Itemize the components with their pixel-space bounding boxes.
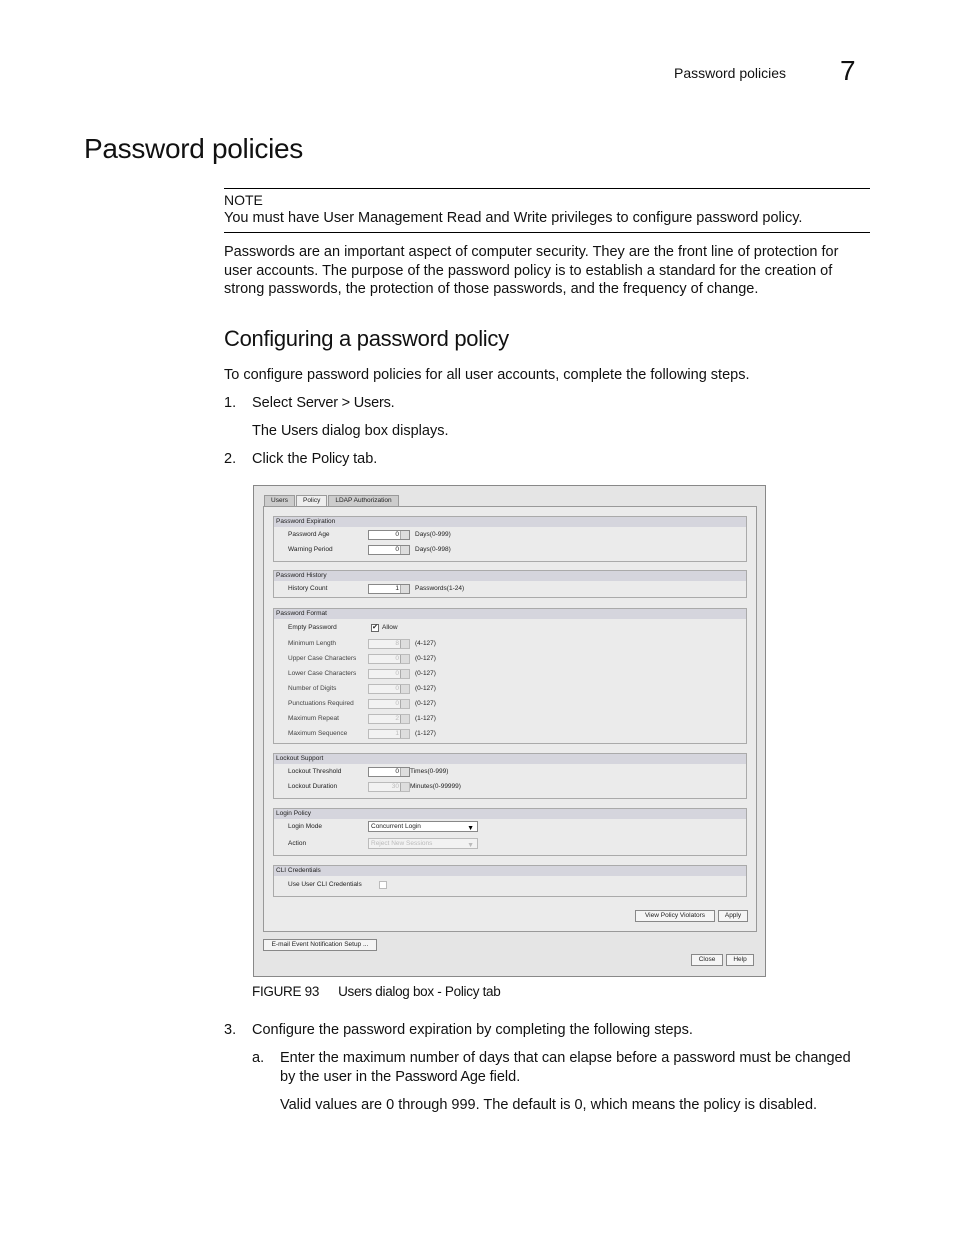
note-divider-bottom xyxy=(224,232,870,233)
warning-period-label: Warning Period xyxy=(288,546,333,553)
minimum-length-spinner[interactable]: 8 xyxy=(368,639,410,649)
page-title: Password policies xyxy=(84,133,303,164)
lower-case-spinner[interactable]: 0 xyxy=(368,669,410,679)
lockout-threshold-label: Lockout Threshold xyxy=(288,768,342,775)
tab-users[interactable]: Users xyxy=(264,495,295,506)
step-3-text: Configure the password expiration by completing the following steps. xyxy=(252,1022,693,1038)
group-header: Lockout Support xyxy=(274,754,746,764)
ui-reference: Password Age xyxy=(395,1068,486,1085)
password-expiration-group xyxy=(273,516,747,562)
login-mode-select[interactable]: Concurrent Login ▼ xyxy=(368,821,478,832)
number-of-digits-spinner[interactable]: 0 xyxy=(368,684,410,694)
substep-a-text: Enter the maximum number of days that can elapse before a password must be changed by the user in the Password Age field. xyxy=(280,1050,851,1085)
figure-title: Users dialog box - Policy tab xyxy=(338,984,501,999)
dropdown-arrow-icon: ▼ xyxy=(467,842,474,849)
policy-panel xyxy=(263,506,757,932)
apply-button[interactable]: Apply xyxy=(718,910,748,922)
dropdown-arrow-icon: ▼ xyxy=(467,825,474,832)
lockout-duration-label: Lockout Duration xyxy=(288,783,338,790)
range-label: (0-127) xyxy=(415,700,436,707)
use-cli-credentials-checkbox[interactable] xyxy=(379,881,387,889)
tab-policy[interactable]: Policy xyxy=(296,495,327,506)
group-header: Password Format xyxy=(274,609,746,619)
step-1-result: The Users dialog box displays. xyxy=(252,423,449,439)
password-age-spinner[interactable]: 0 xyxy=(368,530,410,540)
view-policy-violators-button[interactable]: View Policy Violators xyxy=(635,910,715,922)
section-title: Configuring a password policy xyxy=(224,326,509,351)
login-mode-label: Login Mode xyxy=(288,823,322,830)
intro-paragraph xyxy=(224,243,838,299)
password-history-group xyxy=(273,570,747,598)
number-of-digits-label: Number of Digits xyxy=(288,685,337,692)
maximum-sequence-label: Maximum Sequence xyxy=(288,730,348,737)
section-intro: To configure password policies for all user accounts, complete the following steps. xyxy=(224,367,750,383)
punctuations-spinner[interactable]: 0 xyxy=(368,699,410,709)
maximum-sequence-spinner[interactable]: 1 xyxy=(368,729,410,739)
note-text: You must have User Management Read and Write privileges to configure password policy. xyxy=(224,210,803,226)
password-age-label: Password Age xyxy=(288,531,330,538)
range-label: (0-127) xyxy=(415,685,436,692)
figure-caption xyxy=(252,984,500,999)
upper-case-spinner[interactable]: 0 xyxy=(368,654,410,664)
step-2-number: 2. xyxy=(224,451,237,467)
allow-empty-checkbox[interactable]: ✔ xyxy=(372,624,378,631)
running-header-title: Password policies xyxy=(674,65,787,81)
note-divider-top xyxy=(224,188,870,189)
history-count-spinner[interactable]: 1 xyxy=(368,584,410,594)
group-header: Password Expiration xyxy=(274,517,746,527)
punctuations-label: Punctuations Required xyxy=(288,700,354,707)
close-button[interactable]: Close xyxy=(691,954,723,966)
cli-credentials-group xyxy=(273,865,747,897)
intro-line: user accounts. The purpose of the password policy is to establish a standard for the creation of xyxy=(224,262,833,279)
group-header: Login Policy xyxy=(274,809,746,819)
range-label: (0-127) xyxy=(415,655,436,662)
intro-line: strong passwords, the protection of those passwords, and the frequency of change. xyxy=(224,281,759,297)
ui-reference: Users xyxy=(281,423,318,439)
history-count-label: History Count xyxy=(288,585,328,592)
figure-label: FIGURE 93 xyxy=(252,984,320,999)
empty-password-label: Empty Password xyxy=(288,624,337,631)
allow-label: Allow xyxy=(382,624,398,631)
action-select[interactable]: Reject New Sessions ▼ xyxy=(368,838,478,849)
substep-a-detail: Valid values are 0 through 999. The default is 0, which means the policy is disabled. xyxy=(280,1097,818,1113)
group-header: Password History xyxy=(274,571,746,581)
group-header: CLI Credentials xyxy=(274,866,746,876)
chapter-number: 7 xyxy=(840,55,856,86)
use-cli-credentials-label: Use User CLI Credentials xyxy=(288,881,362,888)
range-label: Days(0-999) xyxy=(415,531,451,538)
range-label: Times(0-999) xyxy=(410,768,449,775)
range-label: Minutes(0-99999) xyxy=(410,783,461,790)
ui-reference: Policy xyxy=(311,451,350,467)
range-label: (1-127) xyxy=(415,715,436,722)
help-button[interactable]: Help xyxy=(726,954,754,966)
upper-case-label: Upper Case Characters xyxy=(288,655,357,662)
range-label: (0-127) xyxy=(415,670,436,677)
step-1-text: Select Server > Users. xyxy=(252,395,395,411)
email-notification-setup-button[interactable]: E-mail Event Notification Setup ... xyxy=(263,939,377,951)
intro-line: Passwords are an important aspect of computer security. They are the front line of protection for xyxy=(224,244,839,260)
lockout-threshold-spinner[interactable]: 0 xyxy=(368,767,410,777)
lower-case-label: Lower Case Characters xyxy=(288,670,357,677)
users-dialog-screenshot xyxy=(253,485,766,977)
range-label: (4-127) xyxy=(415,640,436,647)
maximum-repeat-spinner[interactable]: 2 xyxy=(368,714,410,724)
login-policy-group xyxy=(273,808,747,856)
note-label: NOTE xyxy=(224,192,263,208)
range-label: (1-127) xyxy=(415,730,436,737)
warning-period-spinner[interactable]: 0 xyxy=(368,545,410,555)
range-label: Passwords(1-24) xyxy=(415,585,465,592)
minimum-length-label: Minimum Length xyxy=(288,640,337,647)
step-2-text: Click the Policy tab. xyxy=(252,451,378,467)
step-3-number: 3. xyxy=(224,1022,237,1038)
lockout-duration-spinner[interactable]: 30 xyxy=(368,782,410,792)
ui-reference: Server > Users xyxy=(296,395,391,411)
lockout-support-group xyxy=(273,753,747,799)
tab-ldap-authorization[interactable]: LDAP Authorization xyxy=(328,495,398,506)
step-1-number: 1. xyxy=(224,395,237,411)
range-label: Days(0-998) xyxy=(415,546,451,553)
action-label: Action xyxy=(288,840,307,847)
password-format-group xyxy=(273,608,747,744)
maximum-repeat-label: Maximum Repeat xyxy=(288,715,339,722)
substep-a-letter: a. xyxy=(252,1050,265,1066)
